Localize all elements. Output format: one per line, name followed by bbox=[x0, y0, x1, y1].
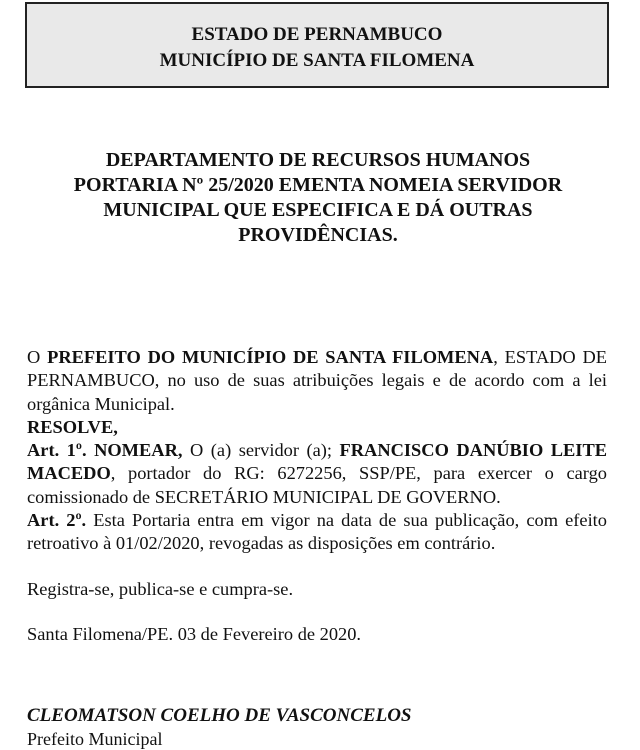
title-line-2: PORTARIA Nº 25/2020 EMENTA NOMEIA SERVIDOR bbox=[73, 174, 563, 196]
intro-paragraph bbox=[27, 346, 607, 416]
title-line-1: DEPARTAMENTO DE RECURSOS HUMANOS bbox=[105, 149, 531, 171]
document-title bbox=[28, 148, 608, 248]
header-box bbox=[25, 2, 609, 88]
signatory-name: CLEOMATSON COELHO DE VASCONCELOS bbox=[27, 705, 412, 726]
document-body bbox=[27, 346, 607, 646]
title-line-4: PROVIDÊNCIAS. bbox=[238, 224, 398, 246]
closing-formula: Registra-se, publica-se e cumpra-se. bbox=[27, 578, 294, 599]
article-2-label: Art. 2º. bbox=[27, 510, 87, 531]
intro-authority: PREFEITO DO MUNICÍPIO DE SANTA FILOMENA bbox=[47, 347, 494, 367]
state-name: ESTADO DE PERNAMBUCO bbox=[191, 24, 443, 45]
title-line-3: MUNICIPAL QUE ESPECIFICA E DÁ OUTRAS bbox=[103, 199, 533, 221]
municipality-name: MUNICÍPIO DE SANTA FILOMENA bbox=[159, 50, 475, 71]
article-2 bbox=[27, 509, 607, 556]
intro-text: , ESTADO DE PERNAMBUCO, no uso de suas atribuições legais e de acordo com a lei orgânica Municipal. bbox=[27, 347, 607, 414]
resolve-heading: RESOLVE, bbox=[27, 416, 118, 437]
article-2-text: Esta Portaria entra em vigor na data de sua publicação, com efeito retroativo à 01/02/2020, revogadas as disposições em contrário. bbox=[27, 510, 607, 554]
place-date: Santa Filomena/PE. 03 de Fevereiro de 2020. bbox=[27, 623, 362, 644]
article-1-label: Art. 1º. NOMEAR, bbox=[27, 440, 183, 461]
article-1 bbox=[27, 439, 607, 509]
intro-prefix: O bbox=[27, 347, 41, 367]
article-1-text-a: O (a) servidor (a); bbox=[182, 440, 340, 461]
article-1-text-b: , portador do RG: 6272256, SSP/PE, para exercer o cargo comissionado de SECRETÁRIO MUNICIPAL DE GOVERNO. bbox=[27, 463, 607, 507]
signatory-role: Prefeito Municipal bbox=[27, 729, 163, 749]
appointee-name: FRANCISCO DANÚBIO LEITE MACEDO bbox=[27, 440, 607, 484]
